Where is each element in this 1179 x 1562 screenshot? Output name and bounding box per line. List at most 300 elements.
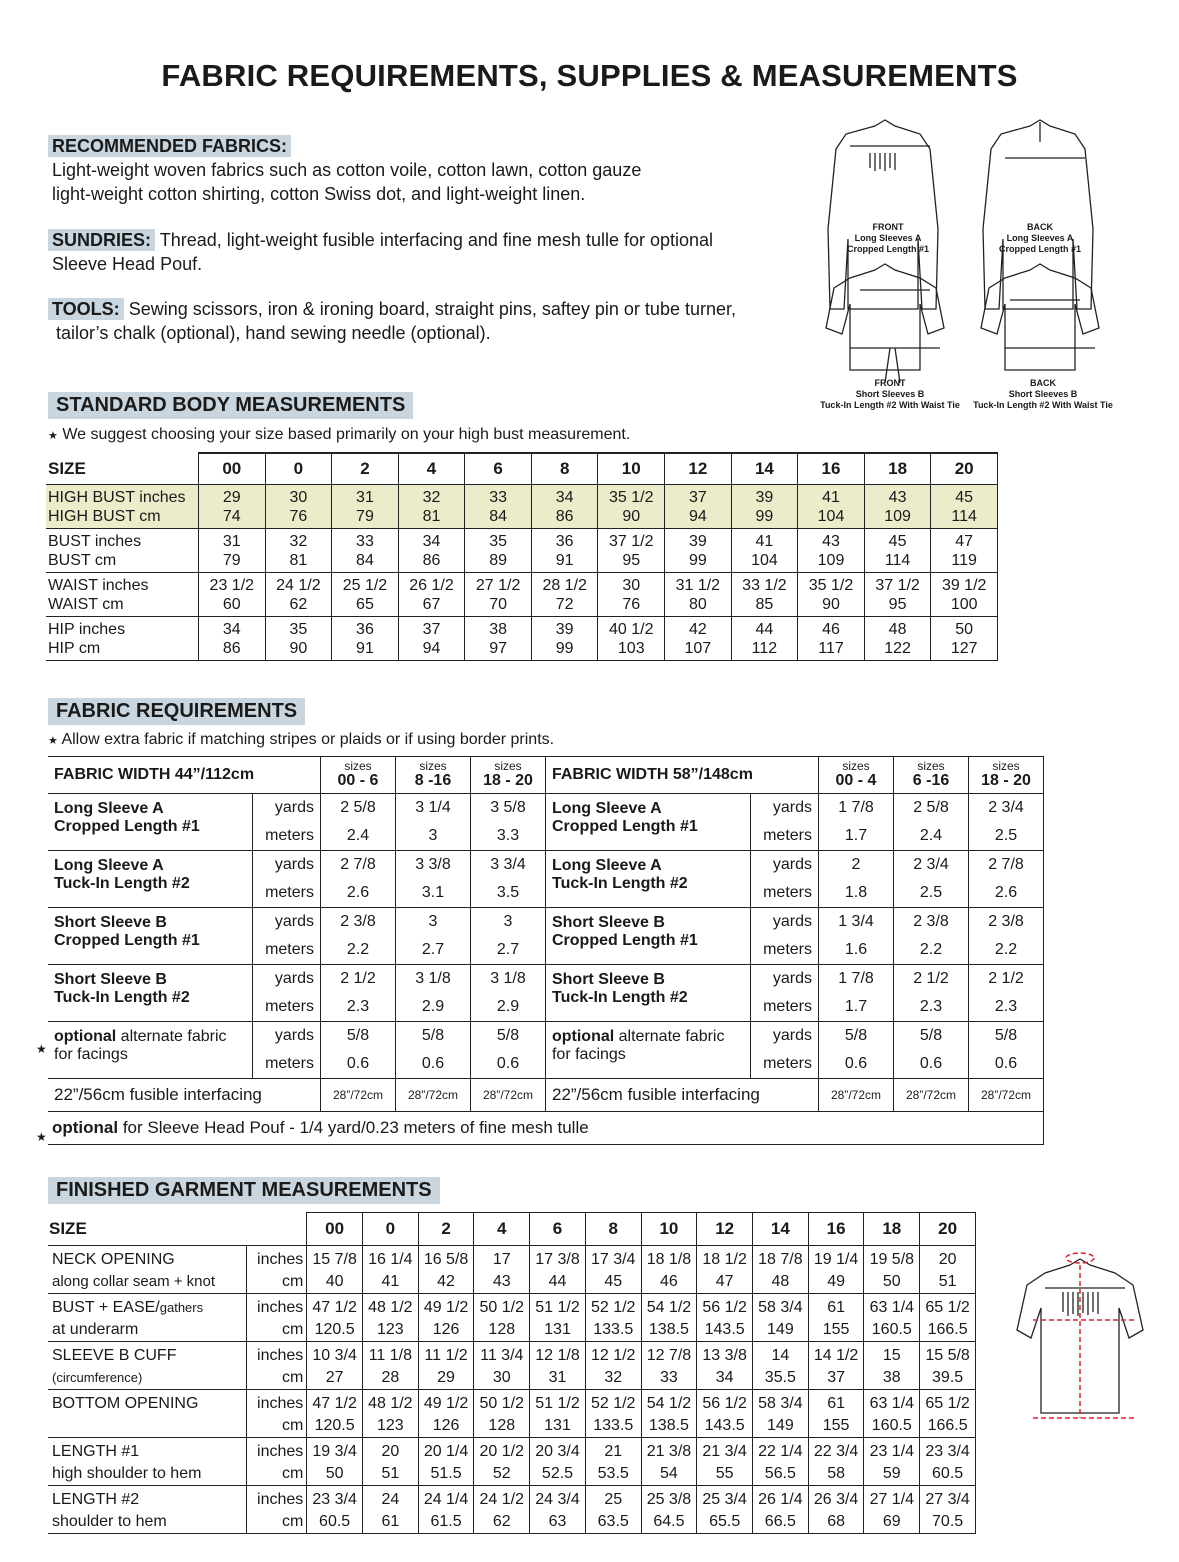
inches-value: 61	[808, 1294, 864, 1320]
inches-value: 17 3/8	[530, 1246, 586, 1272]
cm-value: 128	[474, 1319, 530, 1342]
value-cell	[465, 529, 532, 573]
cm-value: 160.5	[864, 1319, 920, 1342]
cm-value: 149	[753, 1319, 809, 1342]
label-inches: BUST inches	[48, 533, 142, 550]
value-cell	[265, 573, 332, 617]
inches-value: 15 5/8	[920, 1342, 976, 1368]
value-cm: 81	[422, 508, 441, 525]
measurement-label	[46, 529, 199, 573]
cm-value: 120.5	[307, 1415, 363, 1438]
tools-line-1: Sewing scissors, iron & ironing board, straight pins, saftey pin or tube turner,	[128, 299, 736, 319]
star-icon: ★	[36, 1042, 47, 1056]
cm-value: 51.5	[418, 1463, 474, 1486]
inches-value: 56 1/2	[697, 1294, 753, 1320]
cm-value: 143.5	[697, 1415, 753, 1438]
cm-value: 128	[474, 1415, 530, 1438]
cm-value: 47	[697, 1271, 753, 1294]
value-cell	[665, 573, 732, 617]
value-cm: 95	[622, 552, 641, 569]
cm-value: 29	[418, 1367, 474, 1390]
unit-yards: yards	[253, 1022, 321, 1051]
meters-value: 0.6	[969, 1050, 1044, 1079]
value-cell	[798, 617, 865, 661]
value-cell	[199, 617, 266, 661]
sundries-line-1: Thread, light-weight fusible interfacing and fine mesh tulle for optional	[159, 230, 714, 250]
value-cell	[665, 529, 732, 573]
cm-value: 138.5	[641, 1319, 697, 1342]
value-cell	[798, 529, 865, 573]
standard-header-row	[46, 453, 998, 485]
size-header: 6	[530, 1213, 586, 1246]
value-cell	[398, 529, 465, 573]
value-cm: 99	[688, 552, 707, 569]
size-header: 00	[199, 453, 266, 485]
inches-value: 18 7/8	[753, 1246, 809, 1272]
unit-meters: meters	[253, 879, 321, 908]
size-range-header: sizes 6 -16	[894, 757, 969, 794]
inches-value: 25	[585, 1486, 641, 1512]
yards-value: 5/8	[819, 1022, 894, 1051]
cm-value: 166.5	[920, 1319, 976, 1342]
value-inches: 33 1/2	[742, 577, 787, 594]
value-cell	[931, 485, 998, 529]
value-cell	[931, 617, 998, 661]
garment-illustrations	[820, 108, 1120, 408]
value-inches: 36	[555, 533, 574, 550]
inches-value: 47 1/2	[307, 1294, 363, 1320]
size-header: 14	[753, 1213, 809, 1246]
table-row	[46, 529, 998, 573]
unit-yards: yards	[751, 851, 819, 880]
value-cm: 65	[356, 596, 374, 613]
size-header: 18	[864, 453, 931, 485]
value-cm: 122	[884, 640, 911, 657]
cm-value: 63.5	[585, 1511, 641, 1534]
value-cm: 84	[356, 552, 374, 569]
unit-meters: meters	[253, 936, 321, 965]
size-range-header: sizes 00 - 6	[320, 757, 395, 794]
table-row	[48, 1294, 976, 1320]
inches-value: 14	[753, 1342, 809, 1368]
yards-value: 5/8	[894, 1022, 969, 1051]
unit-meters: meters	[751, 822, 819, 851]
table-row	[48, 908, 1044, 937]
sundries-section	[48, 228, 808, 276]
cm-value: 34	[697, 1367, 753, 1390]
unit-meters: meters	[751, 1050, 819, 1079]
table-row	[48, 1022, 1044, 1051]
unit-inches: inches	[246, 1390, 306, 1416]
value-inches: 41	[822, 489, 840, 506]
inches-value: 27 3/4	[920, 1486, 976, 1512]
value-cm: 74	[222, 508, 241, 525]
cm-value: 45	[585, 1271, 641, 1294]
inches-value: 51 1/2	[530, 1294, 586, 1320]
fabric-width-label: FABRIC WIDTH 58”/148cm	[545, 757, 818, 794]
inches-value: 58 3/4	[753, 1390, 809, 1416]
value-cell	[931, 529, 998, 573]
value-inches: 31 1/2	[675, 577, 721, 594]
inches-value: 22 3/4	[808, 1438, 864, 1464]
meters-value: 2.3	[969, 993, 1044, 1022]
inches-value: 20	[362, 1438, 418, 1464]
meters-value: 2.9	[395, 993, 470, 1022]
unit-yards: yards	[751, 1022, 819, 1051]
value-cell	[798, 485, 865, 529]
inches-value: 21 3/4	[697, 1438, 753, 1464]
fabric-header-row	[48, 757, 1044, 794]
value-cm: 117	[818, 640, 844, 657]
unit-meters: meters	[253, 1050, 321, 1079]
meters-value: 2.7	[395, 936, 470, 965]
inches-value: 47 1/2	[307, 1390, 363, 1416]
cm-value: 55	[697, 1463, 753, 1486]
value-cm: 60	[222, 596, 241, 613]
recommended-fabrics-section	[48, 134, 808, 206]
value-inches: 37	[688, 489, 707, 506]
value-inches: 40 1/2	[609, 621, 654, 638]
inches-value: 54 1/2	[641, 1294, 697, 1320]
inches-value: 10 3/4	[307, 1342, 363, 1368]
value-inches: 39	[755, 489, 774, 506]
unit-meters: meters	[751, 879, 819, 908]
table-row	[48, 965, 1044, 994]
meters-value: 2.4	[894, 822, 969, 851]
star-icon: ★	[36, 1130, 47, 1144]
unit-yards: yards	[751, 908, 819, 937]
value-inches: 46	[822, 621, 840, 638]
yards-value: 2 3/8	[320, 908, 395, 937]
cm-value: 31	[530, 1367, 586, 1390]
value-inches: 38	[489, 621, 507, 638]
yards-value: 5/8	[320, 1022, 395, 1051]
unit-inches: inches	[246, 1294, 306, 1320]
value-inches: 34	[222, 621, 241, 638]
value-inches: 47	[955, 533, 974, 550]
value-cell	[265, 485, 332, 529]
cm-value: 53.5	[585, 1463, 641, 1486]
label-inches: HIGH BUST inches	[48, 489, 186, 506]
table-row	[48, 1319, 976, 1342]
sundries-heading: SUNDRIES:	[48, 229, 155, 251]
size-header: 00	[307, 1213, 363, 1246]
value-inches: 23 1/2	[209, 577, 255, 594]
inches-value: 13 3/8	[697, 1342, 753, 1368]
recommended-line-1: Light-weight woven fabrics such as cotton voile, cotton lawn, cotton gauze	[52, 160, 642, 180]
measurement-name: LENGTH #2	[48, 1486, 246, 1512]
measurement-label	[46, 617, 199, 661]
measurement-name: NECK OPENING	[48, 1246, 246, 1272]
unit-inches: inches	[246, 1246, 306, 1272]
value-cell	[398, 617, 465, 661]
inches-value: 19 1/4	[808, 1246, 864, 1272]
value-cell	[332, 573, 399, 617]
interfacing-label: 22”/56cm fusible interfacing	[48, 1079, 320, 1112]
value-inches: 43	[822, 533, 840, 550]
meters-value: 2.9	[470, 993, 545, 1022]
tools-section	[48, 297, 828, 345]
unit-cm: cm	[246, 1319, 306, 1342]
value-cell	[864, 485, 931, 529]
value-cell	[598, 529, 665, 573]
cm-value: 37	[808, 1367, 864, 1390]
meters-value: 2.6	[320, 879, 395, 908]
size-header: 10	[641, 1213, 697, 1246]
sundries-line-2: Sleeve Head Pouf.	[52, 254, 203, 274]
meters-value: 2.4	[320, 822, 395, 851]
meters-value: 0.6	[894, 1050, 969, 1079]
interfacing-row	[48, 1079, 1044, 1112]
inches-value: 24	[362, 1486, 418, 1512]
cm-value: 54	[641, 1463, 697, 1486]
size-range-header: sizes 18 - 20	[470, 757, 545, 794]
inches-value: 11 1/2	[418, 1342, 474, 1368]
cm-value: 35.5	[753, 1367, 809, 1390]
value-inches: 33	[356, 533, 374, 550]
inches-value: 50 1/2	[474, 1294, 530, 1320]
value-cm: 127	[950, 640, 978, 657]
size-header: 20	[931, 453, 998, 485]
inches-value: 27 1/4	[864, 1486, 920, 1512]
value-inches: 41	[755, 533, 774, 550]
cm-value: 68	[808, 1511, 864, 1534]
meters-value: 0.6	[320, 1050, 395, 1079]
size-range-header: sizes 18 - 20	[969, 757, 1044, 794]
inches-value: 12 1/2	[585, 1342, 641, 1368]
value-cell	[465, 617, 532, 661]
cm-value: 61.5	[418, 1511, 474, 1534]
value-cm: 72	[555, 596, 574, 613]
cm-value: 65.5	[697, 1511, 753, 1534]
value-inches: 32	[422, 489, 441, 506]
meters-value: 3	[395, 822, 470, 851]
size-range-header: sizes 8 -16	[395, 757, 470, 794]
inches-value: 21 3/8	[641, 1438, 697, 1464]
value-cell	[332, 485, 399, 529]
value-cm: 76	[289, 508, 308, 525]
value-cm: 90	[289, 640, 308, 657]
measurement-name: LENGTH #1	[48, 1438, 246, 1464]
unit-yards: yards	[253, 794, 321, 823]
table-row	[48, 1246, 976, 1272]
inches-value: 19 3/4	[307, 1438, 363, 1464]
inches-value: 19 5/8	[864, 1246, 920, 1272]
measurement-name: BOTTOM OPENING	[48, 1390, 246, 1416]
size-header: 4	[398, 453, 465, 485]
table-row	[46, 617, 998, 661]
value-inches: 37 1/2	[875, 577, 920, 594]
yards-value: 5/8	[969, 1022, 1044, 1051]
value-inches: 39	[688, 533, 707, 550]
size-header: 0	[265, 453, 332, 485]
inches-value: 16 1/4	[362, 1246, 418, 1272]
inches-value: 26 3/4	[808, 1486, 864, 1512]
value-inches: 45	[955, 489, 974, 506]
table-row	[48, 851, 1044, 880]
value-cm: 91	[555, 552, 574, 569]
finished-measurements-table	[48, 1212, 976, 1534]
yards-value: 2 3/8	[969, 908, 1044, 937]
meters-value: 2.3	[894, 993, 969, 1022]
inches-value: 58 3/4	[753, 1294, 809, 1320]
value-cm: 67	[422, 596, 441, 613]
inches-value: 24 1/4	[418, 1486, 474, 1512]
value-cell	[531, 573, 598, 617]
value-cm: 94	[688, 508, 707, 525]
cm-value: 32	[585, 1367, 641, 1390]
value-cell	[598, 617, 665, 661]
cm-value: 46	[641, 1271, 697, 1294]
meters-value: 2.7	[470, 936, 545, 965]
inches-value: 56 1/2	[697, 1390, 753, 1416]
cm-value: 51	[920, 1271, 976, 1294]
interfacing-value: 28”/72cm	[969, 1079, 1044, 1112]
value-cell	[332, 617, 399, 661]
cm-value: 131	[530, 1319, 586, 1342]
inches-value: 26 1/4	[753, 1486, 809, 1512]
yards-value: 2 7/8	[320, 851, 395, 880]
unit-inches: inches	[246, 1438, 306, 1464]
value-cell	[931, 573, 998, 617]
value-cell	[265, 617, 332, 661]
size-header: 20	[920, 1213, 976, 1246]
yards-value: 3 3/4	[470, 851, 545, 880]
cm-value: 166.5	[920, 1415, 976, 1438]
size-header: 8	[531, 453, 598, 485]
inches-value: 48 1/2	[362, 1390, 418, 1416]
inches-value: 63 1/4	[864, 1390, 920, 1416]
yards-value: 1 7/8	[819, 794, 894, 823]
yards-value: 3	[395, 908, 470, 937]
value-cm: 80	[688, 596, 707, 613]
measurement-name: SLEEVE B CUFF	[48, 1342, 246, 1368]
fabric-width-label: FABRIC WIDTH 44”/112cm	[48, 757, 320, 794]
cm-value: 30	[474, 1367, 530, 1390]
interfacing-value: 28”/72cm	[395, 1079, 470, 1112]
size-label: SIZE	[46, 453, 199, 485]
cm-value: 60.5	[307, 1511, 363, 1534]
unit-yards: yards	[253, 965, 321, 994]
value-cm: 99	[755, 508, 774, 525]
pouf-note: optional for Sleeve Head Pouf - 1/4 yard/0.23 meters of fine mesh tulle	[48, 1112, 1044, 1145]
meters-value: 2.6	[969, 879, 1044, 908]
cm-value: 50	[864, 1271, 920, 1294]
inches-value: 15 7/8	[307, 1246, 363, 1272]
garment-name: Long Sleeve A Tuck-In Length #2	[48, 851, 253, 908]
table-row	[48, 1390, 976, 1416]
value-cell	[465, 485, 532, 529]
meters-value: 2.2	[894, 936, 969, 965]
value-inches: 44	[755, 621, 774, 638]
cm-value: 62	[474, 1511, 530, 1534]
value-inches: 33	[489, 489, 507, 506]
inches-value: 17	[474, 1246, 530, 1272]
inches-value: 21	[585, 1438, 641, 1464]
value-cm: 70	[489, 596, 507, 613]
unit-meters: meters	[751, 936, 819, 965]
label-inches: HIP inches	[48, 621, 126, 638]
value-inches: 31	[356, 489, 374, 506]
recommended-fabrics-heading: RECOMMENDED FABRICS:	[48, 135, 291, 157]
value-cm: 109	[884, 508, 911, 525]
finished-measurements-heading: FINISHED GARMENT MEASUREMENTS	[48, 1177, 440, 1204]
meters-value: 0.6	[395, 1050, 470, 1079]
value-cell	[731, 573, 798, 617]
measurement-subname: high shoulder to hem	[48, 1463, 246, 1486]
inches-value: 11 3/4	[474, 1342, 530, 1368]
value-inches: 35 1/2	[808, 577, 854, 594]
meters-value: 1.7	[819, 993, 894, 1022]
measurement-diagram	[1005, 1240, 1175, 1430]
inches-value: 23 3/4	[307, 1486, 363, 1512]
cm-value: 133.5	[585, 1415, 641, 1438]
standard-note: ★ We suggest choosing your size based primarily on your high bust measurement.	[48, 426, 631, 443]
value-cm: 109	[817, 552, 845, 569]
value-cell	[731, 617, 798, 661]
value-cm: 114	[884, 552, 911, 569]
cm-value: 160.5	[864, 1415, 920, 1438]
garment-name: Long Sleeve A Cropped Length #1	[48, 794, 253, 851]
cm-value: 126	[418, 1415, 474, 1438]
value-inches: 50	[955, 621, 974, 638]
value-inches: 34	[555, 489, 574, 506]
table-row	[48, 1367, 976, 1390]
recommended-line-2: light-weight cotton shirting, cotton Swiss dot, and light-weight linen.	[52, 184, 586, 204]
value-inches: 32	[289, 533, 308, 550]
table-row	[46, 573, 998, 617]
size-header: 16	[798, 453, 865, 485]
unit-cm: cm	[246, 1415, 306, 1438]
meters-value: 0.6	[819, 1050, 894, 1079]
cm-value: 60.5	[920, 1463, 976, 1486]
value-cell	[731, 529, 798, 573]
value-cm: 97	[489, 640, 507, 657]
yards-value: 3 3/8	[395, 851, 470, 880]
meters-value: 2.3	[320, 993, 395, 1022]
value-inches: 35 1/2	[609, 489, 654, 506]
value-inches: 29	[222, 489, 241, 506]
table-row	[48, 1271, 976, 1294]
value-cell	[665, 485, 732, 529]
meters-value: 1.7	[819, 822, 894, 851]
size-header: 0	[362, 1213, 418, 1246]
table-row	[48, 794, 1044, 823]
cm-value: 70.5	[920, 1511, 976, 1534]
inches-value: 52 1/2	[585, 1294, 641, 1320]
cm-value: 48	[753, 1271, 809, 1294]
label-cm: HIGH BUST cm	[48, 508, 161, 525]
size-header: 12	[665, 453, 732, 485]
value-inches: 26 1/2	[409, 577, 454, 594]
yards-value: 3 1/8	[395, 965, 470, 994]
value-cm: 79	[356, 508, 374, 525]
yards-value: 1 7/8	[819, 965, 894, 994]
measurement-subname: shoulder to hem	[48, 1511, 246, 1534]
yards-value: 3 1/8	[470, 965, 545, 994]
value-inches: 34	[422, 533, 441, 550]
table-row	[48, 1438, 976, 1464]
value-inches: 37 1/2	[609, 533, 654, 550]
unit-cm: cm	[246, 1463, 306, 1486]
value-cell	[864, 529, 931, 573]
inches-value: 49 1/2	[418, 1294, 474, 1320]
yards-value: 5/8	[470, 1022, 545, 1051]
inches-value: 18 1/8	[641, 1246, 697, 1272]
value-cell	[398, 573, 465, 617]
value-cm: 90	[622, 508, 641, 525]
pouf-row	[48, 1112, 1044, 1145]
